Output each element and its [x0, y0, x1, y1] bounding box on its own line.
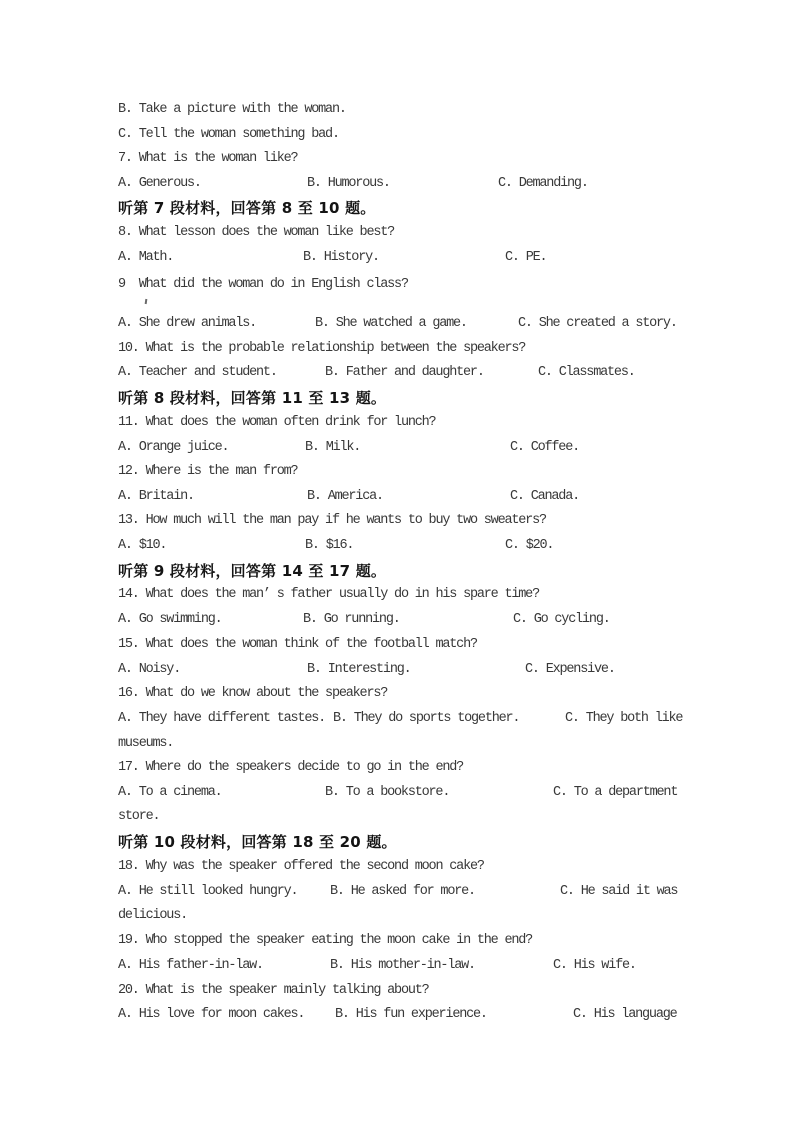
- options-row-question-13: [0, 537, 793, 557]
- option-c: C. Classmates.: [538, 365, 635, 380]
- option-b: B. His fun experience.: [335, 1007, 487, 1022]
- scan-artifact-mark: [145, 299, 148, 304]
- option-b: B. Interesting.: [307, 662, 411, 677]
- question-8: 8. What lesson does the woman like best?: [118, 225, 395, 240]
- options-row-question-14: [0, 611, 793, 631]
- option-c-wrap-question-18: delicious.: [118, 908, 188, 923]
- section-header-material-7: 听第 7 段材料，回答第 8 至 10 题。: [118, 199, 376, 217]
- option-c: C. Expensive.: [525, 662, 615, 677]
- question-18: 18. Why was the speaker offered the second moon cake?: [118, 859, 484, 874]
- option-a: A. His love for moon cakes.: [118, 1007, 305, 1022]
- question-9: 9 What did the woman do in English class?: [118, 277, 408, 292]
- question-17: 17. Where do the speakers decide to go in the end?: [118, 760, 464, 775]
- option-c: C. She created a story.: [518, 316, 677, 331]
- option-a: A. $10.: [118, 538, 167, 553]
- question-11: 11. What does the woman often drink for lunch?: [118, 415, 436, 430]
- option-b: B. To a bookstore.: [325, 785, 450, 800]
- options-row-question-12: [0, 488, 793, 508]
- option-a: A. Go swimming.: [118, 612, 222, 627]
- options-row-question-18: [0, 883, 793, 903]
- option-a: A. Math.: [118, 250, 174, 265]
- question-16: 16. What do we know about the speakers?: [118, 686, 388, 701]
- question-20: 20. What is the speaker mainly talking about?: [118, 983, 429, 998]
- options-row-question-16: [0, 710, 793, 730]
- option-a: A. Noisy.: [118, 662, 181, 677]
- question-13: 13. How much will the man pay if he wants to buy two sweaters?: [118, 513, 546, 528]
- option-b: B. America.: [307, 489, 383, 504]
- option-b-question-6: B. Take a picture with the woman.: [118, 102, 346, 117]
- option-c: C. Coffee.: [510, 440, 580, 455]
- option-c: C. Canada.: [510, 489, 580, 504]
- option-a: A. To a cinema.: [118, 785, 222, 800]
- question-12: 12. Where is the man from?: [118, 464, 298, 479]
- option-c-question-6: C. Tell the woman something bad.: [118, 127, 339, 142]
- option-c-wrap-question-17: store.: [118, 809, 160, 824]
- section-header-material-8: 听第 8 段材料，回答第 11 至 13 题。: [118, 389, 387, 407]
- option-a: A. Britain.: [118, 489, 194, 504]
- option-a: A. Orange juice.: [118, 440, 229, 455]
- options-row-question-20: [0, 1006, 793, 1026]
- options-row-question-11: [0, 439, 793, 459]
- options-row-question-9: [0, 315, 793, 335]
- option-c: C. PE.: [505, 250, 547, 265]
- options-row-question-19: [0, 957, 793, 977]
- option-b: B. They do sports together.: [333, 711, 520, 726]
- option-b: B. She watched a game.: [315, 316, 467, 331]
- option-a: A. He still looked hungry.: [118, 884, 298, 899]
- question-14: 14. What does the man’ s father usually do in his spare time?: [118, 587, 539, 602]
- option-a: A. Generous.: [118, 176, 201, 191]
- options-row-question-15: [0, 661, 793, 681]
- option-b: B. Father and daughter.: [325, 365, 484, 380]
- question-10: 10. What is the probable relationship between the speakers?: [118, 341, 526, 356]
- option-b: B. Go running.: [303, 612, 400, 627]
- options-row-question-10: [0, 364, 793, 384]
- option-a: A. His father-in-law.: [118, 958, 263, 973]
- option-c: C. Demanding.: [498, 176, 588, 191]
- option-a: A. Teacher and student.: [118, 365, 277, 380]
- option-c: C. They both like: [565, 711, 683, 726]
- option-c: C. His wife.: [553, 958, 636, 973]
- option-b: B. Humorous.: [307, 176, 390, 191]
- options-row-question-8: [0, 249, 793, 269]
- option-c: C. $20.: [505, 538, 554, 553]
- option-a: A. She drew animals.: [118, 316, 257, 331]
- option-b: B. Milk.: [305, 440, 361, 455]
- option-c: C. To a department: [553, 785, 678, 800]
- options-row-question-7: [0, 175, 793, 195]
- question-19: 19. Who stopped the speaker eating the moon cake in the end?: [118, 933, 533, 948]
- option-c: C. Go cycling.: [513, 612, 610, 627]
- option-c: C. His language: [573, 1007, 677, 1022]
- option-b: B. $16.: [305, 538, 354, 553]
- options-row-question-17: [0, 784, 793, 804]
- question-15: 15. What does the woman think of the football match?: [118, 637, 477, 652]
- option-a: A. They have different tastes.: [118, 711, 326, 726]
- section-header-material-10: 听第 10 段材料，回答第 18 至 20 题。: [118, 833, 397, 851]
- option-b: B. He asked for more.: [330, 884, 475, 899]
- option-c-wrap-question-16: museums.: [118, 736, 174, 751]
- section-header-material-9: 听第 9 段材料，回答第 14 至 17 题。: [118, 562, 387, 580]
- option-b: B. His mother-in-law.: [330, 958, 475, 973]
- option-c: C. He said it was: [560, 884, 678, 899]
- option-b: B. History.: [303, 250, 379, 265]
- question-7: 7. What is the woman like?: [118, 151, 298, 166]
